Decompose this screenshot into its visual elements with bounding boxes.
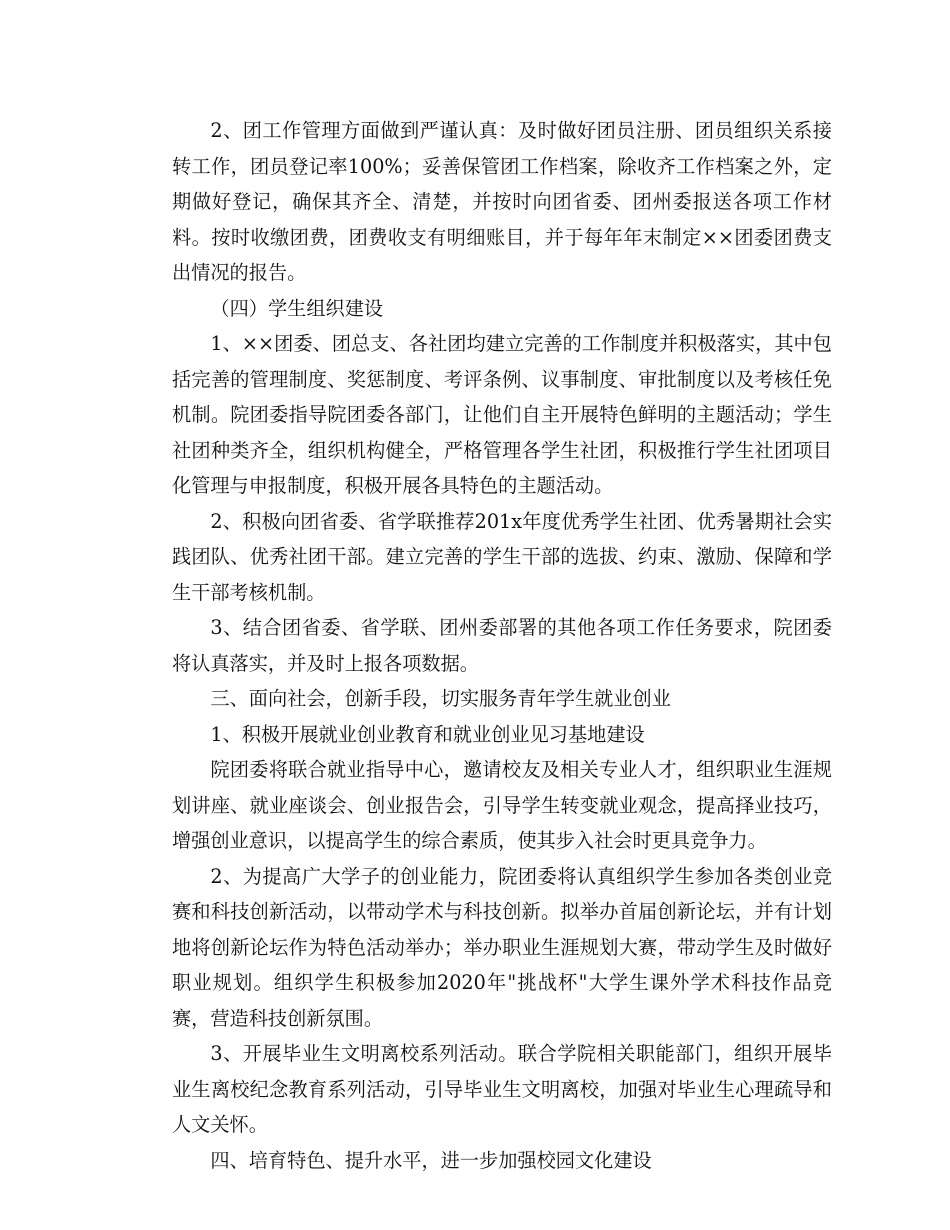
document-body — [172, 113, 832, 1178]
paragraph-graduate-activities: 3、开展毕业生文明离校系列活动。联合学院相关职能部门，组织开展毕业生离校纪念教育系列活动，引导毕业生文明离校，加强对毕业生心理疏导和人文关怀。 — [172, 1042, 832, 1136]
paragraph-innovation-competitions: 2、为提高广大学子的创业能力，院团委将认真组织学生参加各类创业竞赛和科技创新活动，以带动学术与科技创新。拟举办首届创新论坛，并有计划地将创新论坛作为特色活动举办；举办职业生涯规划大赛，带动学生及时做好职业规划。组织学生积极参加2020年"挑战杯"大学生课外学术科技作品竞赛，营造科技创新氛围。 — [172, 864, 832, 1030]
subheading-employment-education: 1、积极开展就业创业教育和就业创业见习基地建设 — [210, 722, 645, 746]
section-heading-employment: 三、面向社会，创新手段，切实服务青年学生就业创业 — [210, 687, 671, 710]
paragraph-league-management: 2、团工作管理方面做到严谨认真：及时做好团员注册、团员组织关系接转工作，团员登记率100%；妥善保管团工作档案，除收齐工作档案之外，定期做好登记，确保其齐全、清楚，并按时向团省委、团州委报送各项工作材料。按时收缴团费，团费收支有明细账目，并于每年年末制定××团委团费支出情况的报告。 — [172, 119, 832, 284]
section-heading-student-organization: （四）学生组织建设 — [210, 296, 384, 320]
paragraph-recommend-excellent: 2、积极向团省委、省学联推荐201x年度优秀学生社团、优秀暑期社会实践团队、优秀社团干部。建立完善的学生干部的选拔、约束、激励、保障和学生干部考核机制。 — [172, 509, 832, 604]
paragraph-implement-tasks: 3、结合团省委、省学联、团州委部署的其他各项工作任务要求，院团委将认真落实，并及时上报各项数据。 — [172, 616, 832, 675]
paragraph-work-systems: 1、××团委、团总支、各社团均建立完善的工作制度并积极落实，其中包括完善的管理制度、奖惩制度、考评条例、议事制度、审批制度以及考核任免机制。院团委指导院团委各部门，让他们自主开展特色鲜明的主题活动；学生社团种类齐全，组织机构健全，严格管理各学生社团，积极推行学生社团项目化管理与申报制度，积极开展各具特色的主题活动。 — [172, 332, 832, 497]
section-heading-campus-culture: 四、培育特色、提升水平，进一步加强校园文化建设 — [210, 1148, 652, 1172]
paragraph-career-guidance: 院团委将联合就业指导中心，邀请校友及相关专业人才，组织职业生涯规划讲座、就业座谈会、创业报告会，引导学生转变就业观念，提高择业技巧，增强创业意识，以提高学生的综合素质，使其步入社会时更具竞争力。 — [172, 758, 832, 852]
